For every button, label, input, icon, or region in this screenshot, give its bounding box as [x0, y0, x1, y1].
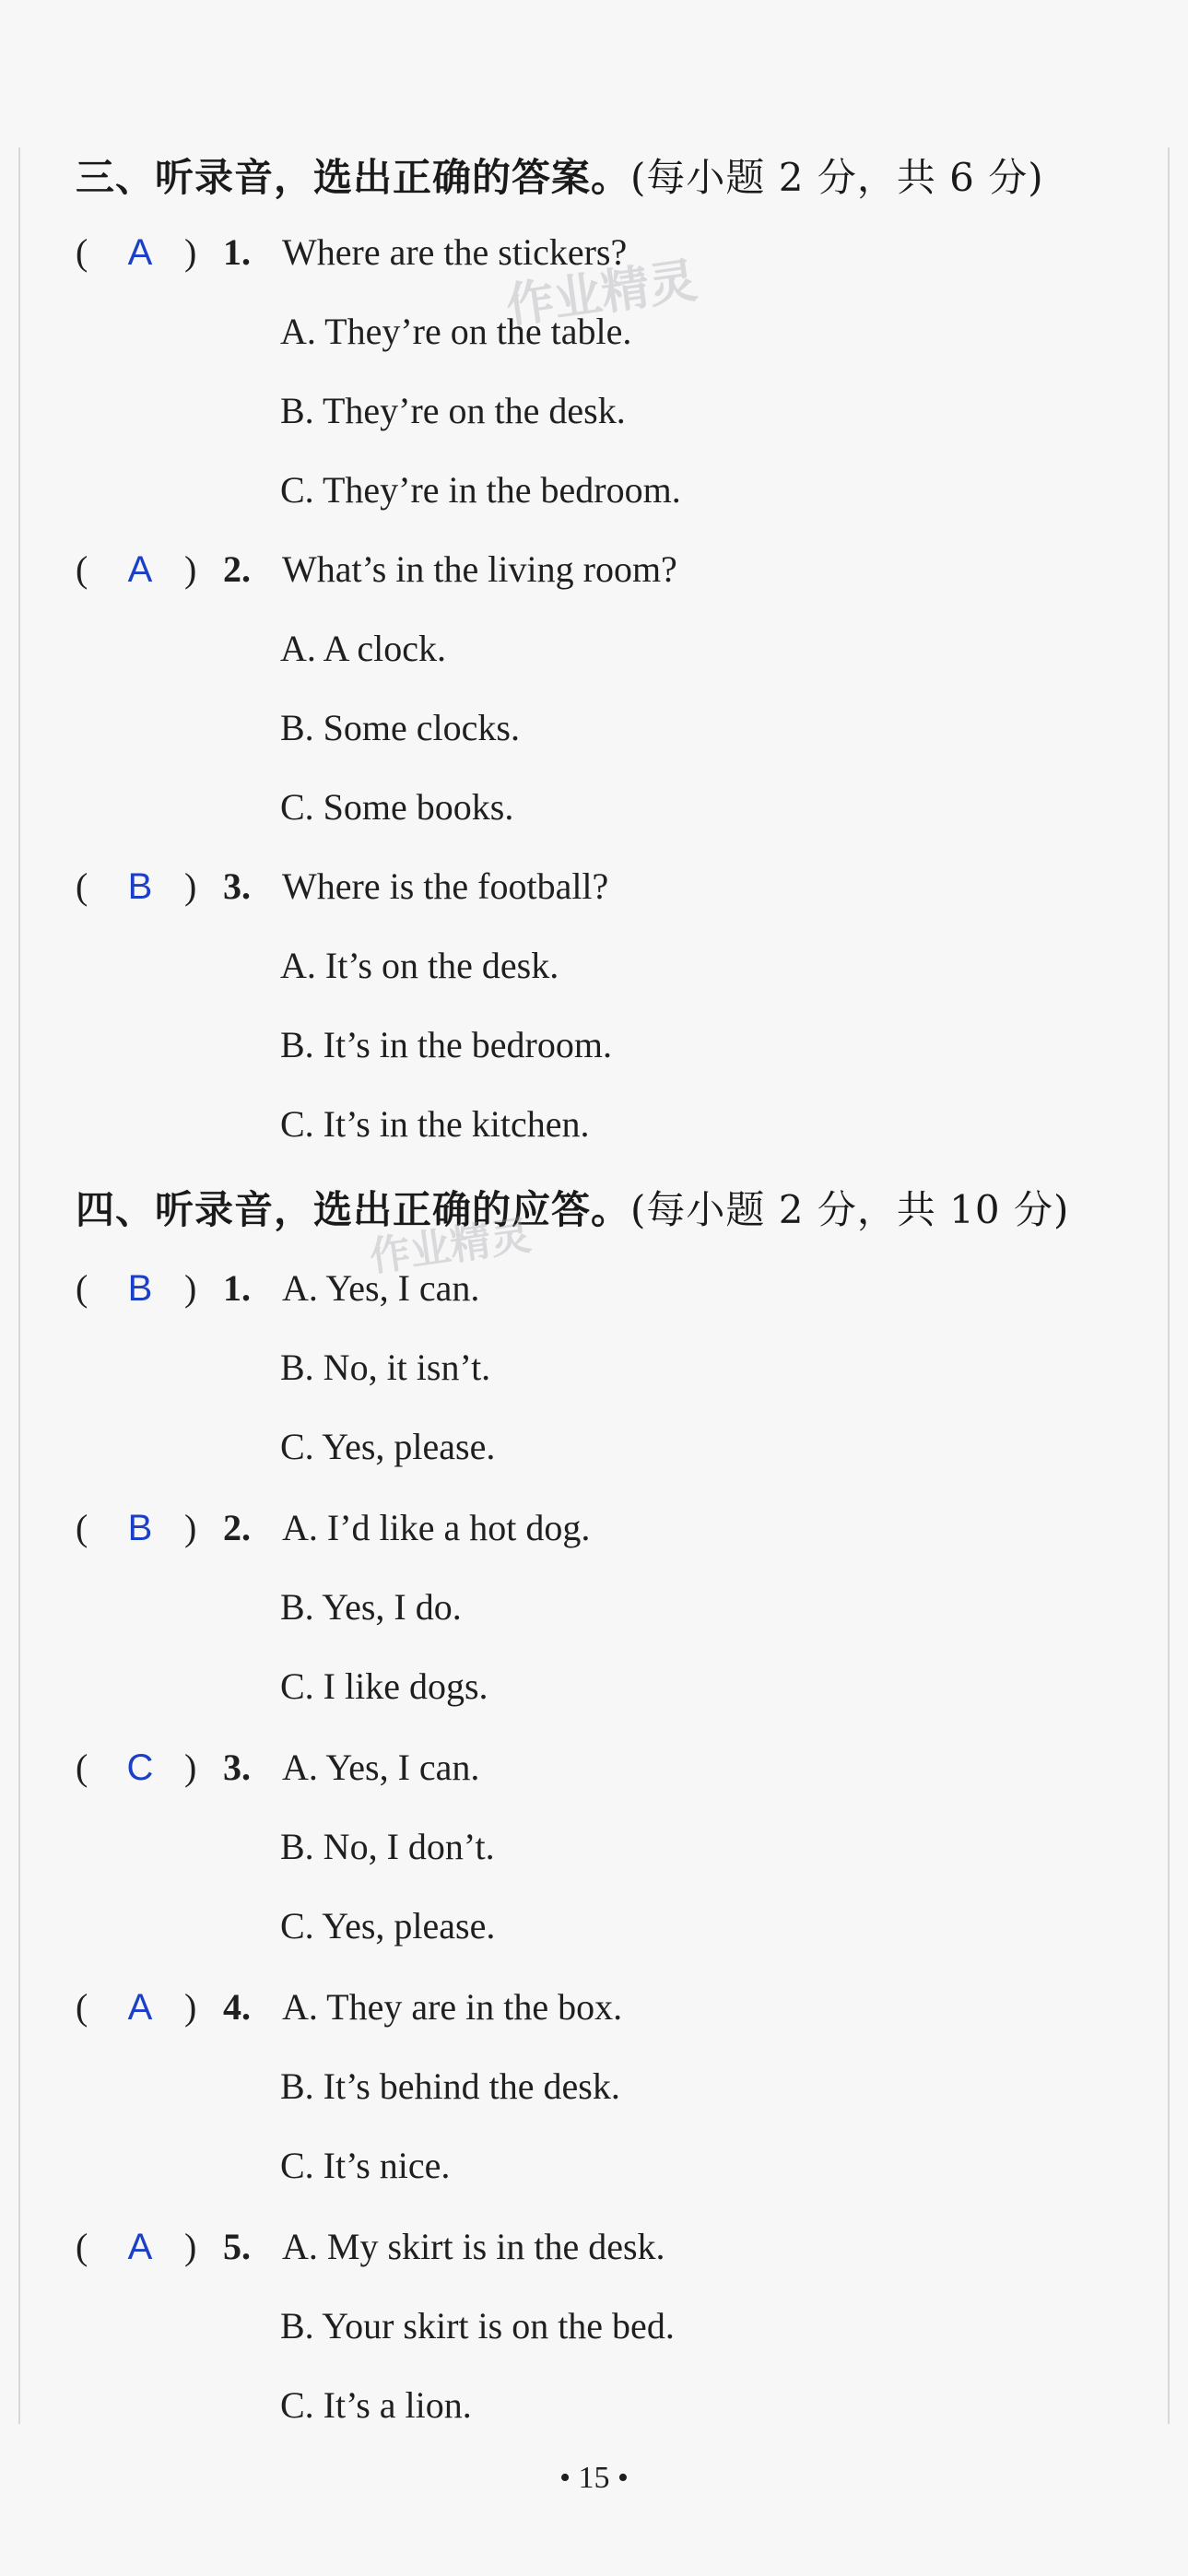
- s4-q5-number: 5.: [223, 2226, 251, 2267]
- s3-q2-option-b: B. Some clocks.: [280, 707, 520, 748]
- s4-q1-row: ( B ) 1. A. Yes, I can.: [0, 1261, 1188, 1316]
- s3-q3-question: Where is the football?: [282, 865, 609, 907]
- s4-q3-option-b: B. No, I don’t.: [280, 1826, 495, 1867]
- s4-q1-answer: B: [127, 1268, 153, 1309]
- s3-q2-row: ( A ) 2. What’s in the living room?: [0, 542, 1188, 597]
- s4-q5-option-a: A. My skirt is in the desk.: [282, 2226, 665, 2267]
- s4-q2-option-c: C. I like dogs.: [280, 1665, 488, 1707]
- s3-q1-option-c: C. They’re in the bedroom.: [280, 469, 681, 511]
- s4-q1-option-a: A. Yes, I can.: [282, 1267, 480, 1309]
- s3-q2-question: What’s in the living room?: [282, 548, 677, 590]
- s4-q2-option-a: A. I’d like a hot dog.: [282, 1507, 591, 1548]
- watermark-2: 作业精灵: [366, 1211, 535, 1281]
- s4-q3-row: ( C ) 3. A. Yes, I can.: [0, 1740, 1188, 1795]
- s4-q4-row: ( A ) 4. A. They are in the box.: [0, 1980, 1188, 2035]
- s4-q5-answer: A: [127, 2227, 153, 2267]
- section3-title: 三、听录音，选出正确的答案。: [76, 155, 631, 200]
- s4-q4-answer: A: [127, 1987, 153, 2028]
- s3-q2-option-c: C. Some books.: [280, 786, 514, 828]
- s3-q3-answer: B: [127, 866, 153, 907]
- watermark-1: 作业精灵: [502, 253, 700, 335]
- s4-q1-option-c: C. Yes, please.: [280, 1426, 496, 1467]
- s4-q3-number: 3.: [223, 1747, 251, 1788]
- s3-q3-row: ( B ) 3. Where is the football?: [0, 859, 1188, 914]
- s4-q3-option-a: A. Yes, I can.: [282, 1747, 480, 1788]
- s3-q3-option-b: B. It’s in the bedroom.: [280, 1024, 612, 1065]
- s4-q2-number: 2.: [223, 1507, 251, 1548]
- s4-q1-number: 1.: [223, 1267, 251, 1309]
- s4-q2-row: ( B ) 2. A. I’d like a hot dog.: [0, 1500, 1188, 1556]
- s4-q5-option-b: B. Your skirt is on the bed.: [280, 2305, 675, 2347]
- s3-q1-row: ( A ) 1. Where are the stickers?: [0, 225, 1188, 280]
- s4-q2-option-b: B. Yes, I do.: [280, 1586, 462, 1628]
- s4-q1-option-b: B. No, it isn’t.: [280, 1347, 491, 1388]
- s3-q2-number: 2.: [223, 548, 251, 590]
- s4-q3-option-c: C. Yes, please.: [280, 1905, 496, 1947]
- s4-q4-option-a: A. They are in the box.: [282, 1986, 623, 2028]
- s3-q1-question: Where are the stickers?: [282, 231, 628, 273]
- s3-q2-option-a: A. A clock.: [280, 628, 446, 669]
- s4-q4-option-b: B. It’s behind the desk.: [280, 2065, 620, 2107]
- s4-q4-number: 4.: [223, 1986, 251, 2028]
- s3-q1-option-a: A. They’re on the table.: [280, 311, 632, 352]
- s3-q3-option-c: C. It’s in the kitchen.: [280, 1103, 590, 1145]
- section4-note: (每小题 2 分，共 10 分): [630, 1187, 1070, 1232]
- s3-q1-answer: A: [127, 232, 153, 273]
- section4-heading: [76, 1180, 1069, 1235]
- section3-heading: [76, 147, 1044, 203]
- section4-title: 四、听录音，选出正确的应答。: [76, 1187, 631, 1232]
- s4-q2-answer: B: [127, 1508, 153, 1548]
- s3-q3-option-a: A. It’s on the desk.: [280, 945, 559, 986]
- page-number: • 15 •: [559, 2461, 629, 2495]
- s3-q1-option-b: B. They’re on the desk.: [280, 390, 626, 431]
- section3-note: (每小题 2 分，共 6 分): [630, 155, 1044, 200]
- s4-q5-option-c: C. It’s a lion.: [280, 2384, 472, 2426]
- s3-q2-answer: A: [127, 549, 153, 590]
- s4-q3-answer: C: [126, 1747, 154, 1788]
- s3-q1-number: 1.: [223, 231, 251, 273]
- s4-q4-option-c: C. It’s nice.: [280, 2145, 451, 2186]
- s4-q5-row: ( A ) 5. A. My skirt is in the desk.: [0, 2219, 1188, 2275]
- s3-q3-number: 3.: [223, 865, 251, 907]
